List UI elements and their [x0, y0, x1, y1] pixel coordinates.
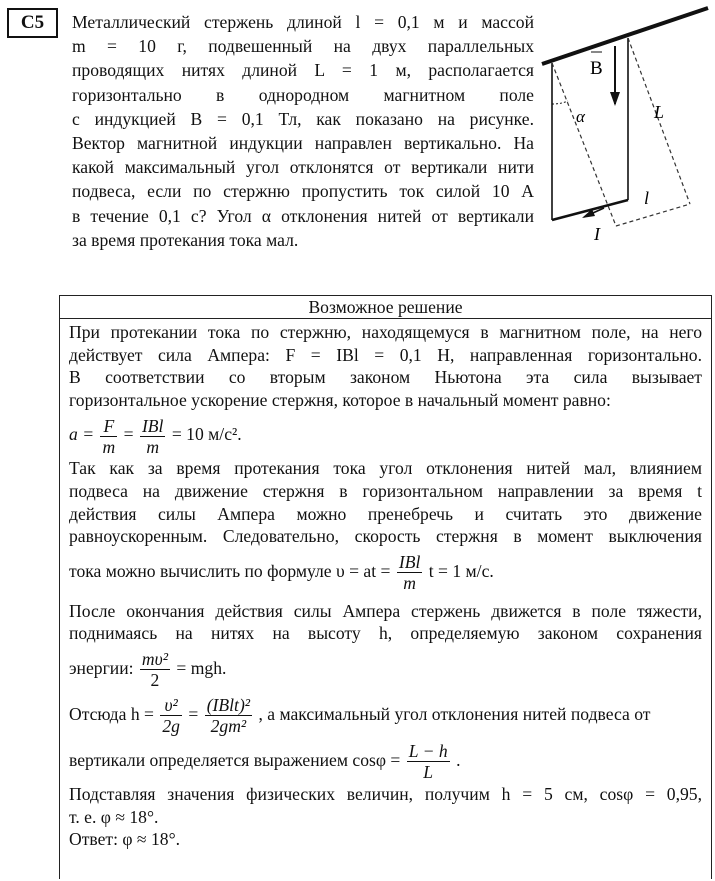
solution-box: [59, 295, 712, 879]
problem-line: подвеса, если по стержню пропустить ток силой 10 А: [72, 181, 534, 202]
solution-line: горизонтальное ускорение стержня, которое в начальный момент равно:: [69, 389, 611, 410]
solution-line: равноускоренным. Следовательно, скорость стержня в момент выключения: [69, 526, 702, 547]
problem-line: проводящих нитях длиной L = 1 м, располагается: [72, 60, 534, 81]
equation-velocity: тока можно вычислить по формуле υ = at = $\frac{\text{IBl}}{m}$ t = 1 м/с.: [69, 552, 494, 594]
alpha-label: α: [576, 107, 585, 126]
solution-line: действия силы Ампера можно пренебречь и считать это движение: [69, 503, 702, 524]
solution-line: действует сила Ампера: F = IBl = 0,1 Н, направленная горизонтально.: [69, 344, 702, 365]
solution-line: подвеса на движение стержня в горизонтальном направлении за время t: [69, 480, 702, 501]
thread-length-label: L: [654, 102, 665, 122]
solution-line: Так как за время протекания тока угол отклонения нитей мал, влиянием: [69, 458, 702, 479]
problem-line: с индукцией B = 0,1 Тл, как показано на рисунке.: [72, 108, 534, 129]
solution-line: поднимаясь на нитях на высоту h, определяемую законом сохранения: [69, 623, 702, 644]
ceiling-bar: [542, 8, 708, 64]
problem-line: Вектор магнитной индукции направлен вертикально. На: [72, 133, 534, 154]
rod-diagram: [540, 6, 712, 246]
rod-length-label: l: [644, 188, 650, 208]
solution-title: Возможное решение: [60, 296, 711, 319]
problem-line: m = 10 г, подвешенный на двух параллельных: [72, 36, 534, 57]
solution-line: т. е. φ ≈ 18°.: [69, 806, 159, 827]
equation-acceleration: a = $\frac{F}{m}$ = $\frac{\text{IBl}}{m}$ = 10 м/с².: [69, 415, 242, 457]
solution-line: В соответствии со вторым законом Ньютона эта сила вызывает: [69, 367, 702, 388]
equation-energy: энергии: $\frac{\text{mυ²}}{2}$ = mgh.: [69, 649, 227, 691]
solution-line: Подставляя значения физических величин, получим h = 5 см, cosφ = 0,95,: [69, 783, 702, 804]
b-vector-label: B: [590, 58, 603, 79]
equation-cosine: вертикали определяется выражением cosφ = $\frac{L - h}{L}$ .: [69, 741, 461, 783]
problem-line: горизонтально в однородном магнитном поле: [72, 84, 534, 105]
problem-line: Металлический стержень длиной l = 0,1 м и массой: [72, 12, 534, 32]
problem-line: какой максимальный угол отклонятся от вертикали нити: [72, 157, 534, 178]
solution-line: При протекании тока по стержню, находящемуся в магнитном поле, на него: [69, 322, 702, 342]
current-label: I: [594, 224, 600, 244]
answer-line: Ответ: φ ≈ 18°.: [69, 829, 181, 850]
equation-height: Отсюда h = $\frac{\text{υ²}}{2g}$ = $\frac{\text{(IBlt)²}}{\text{2gm²}}$ , а максимальный угол отклонения нитей подвеса от: [69, 695, 651, 737]
task-label: С5: [7, 8, 58, 38]
solution-line: После окончания действия силы Ампера стержень движется в поле тяжести,: [69, 600, 702, 621]
problem-line: в течение 0,1 с? Угол α отклонения нитей от вертикали: [72, 205, 534, 226]
problem-statement: [72, 10, 534, 252]
problem-line: за время протекания тока мал.: [72, 229, 299, 250]
